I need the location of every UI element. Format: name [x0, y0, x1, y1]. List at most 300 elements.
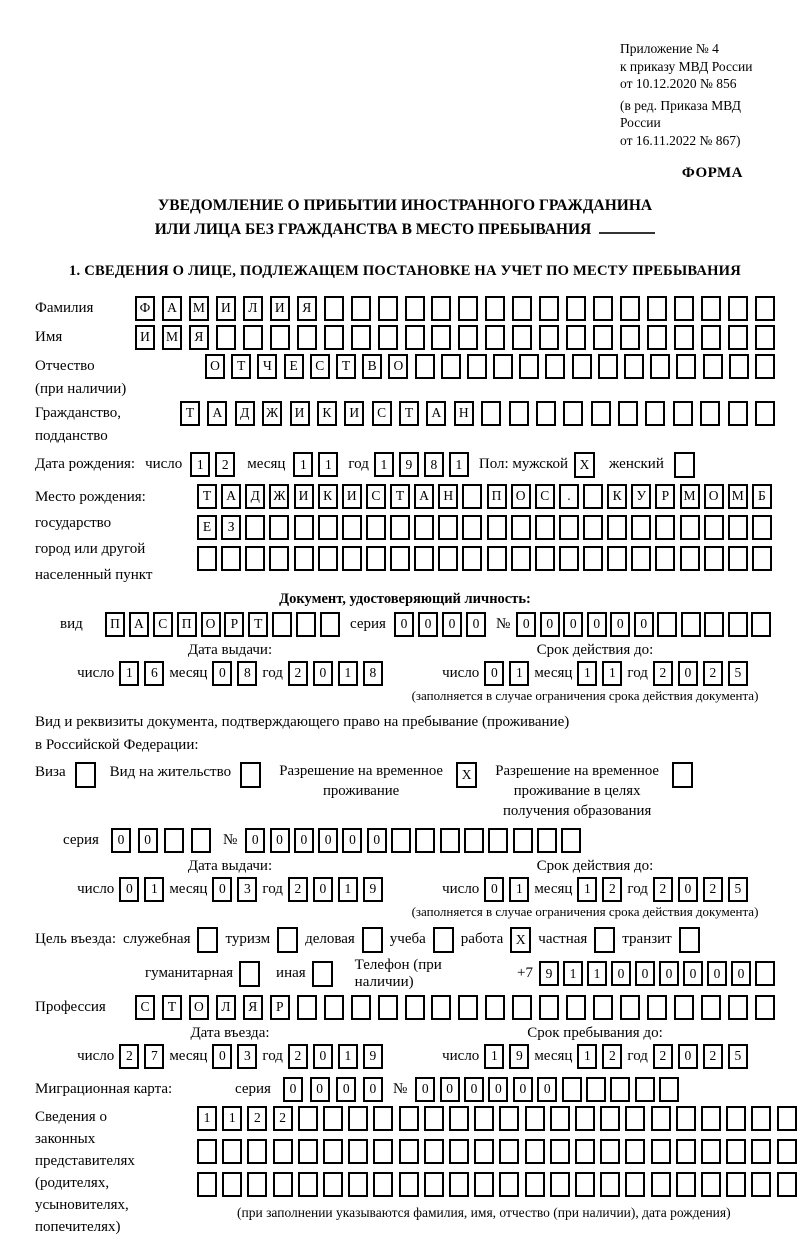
- form-cell[interactable]: 1: [338, 1044, 358, 1069]
- form-cell[interactable]: С: [153, 612, 173, 637]
- form-cell[interactable]: [647, 995, 667, 1020]
- birthplace-row3-cells[interactable]: [197, 546, 772, 571]
- issue-month-cells[interactable]: [212, 661, 257, 686]
- form-cell[interactable]: Р: [224, 612, 244, 637]
- purpose-humanitarian-checkbox[interactable]: [239, 961, 260, 987]
- form-cell[interactable]: [751, 1139, 771, 1164]
- form-cell[interactable]: X: [574, 452, 595, 478]
- form-cell[interactable]: А: [426, 401, 446, 426]
- form-cell[interactable]: К: [607, 484, 627, 509]
- form-cell[interactable]: А: [129, 612, 149, 637]
- form-cell[interactable]: 8: [237, 661, 257, 686]
- form-cell[interactable]: [513, 828, 533, 853]
- form-cell[interactable]: А: [207, 401, 227, 426]
- form-cell[interactable]: [676, 1139, 696, 1164]
- form-cell[interactable]: 9: [399, 452, 419, 477]
- purpose-business-checkbox[interactable]: [362, 927, 383, 953]
- form-cell[interactable]: [485, 325, 505, 350]
- form-cell[interactable]: 0: [635, 961, 655, 986]
- form-cell[interactable]: 5: [728, 661, 748, 686]
- form-cell[interactable]: [701, 1139, 721, 1164]
- form-cell[interactable]: [701, 995, 721, 1020]
- form-cell[interactable]: 0: [313, 877, 333, 902]
- form-cell[interactable]: [550, 1106, 570, 1131]
- form-cell[interactable]: [373, 1139, 393, 1164]
- form-cell[interactable]: [525, 1106, 545, 1131]
- form-cell[interactable]: 0: [634, 612, 654, 637]
- form-cell[interactable]: [545, 354, 565, 379]
- form-cell[interactable]: [655, 515, 675, 540]
- form-cell[interactable]: X: [510, 927, 531, 953]
- form-cell[interactable]: 0: [313, 661, 333, 686]
- res-expiry-day-cells[interactable]: [484, 877, 529, 902]
- form-cell[interactable]: С: [535, 484, 555, 509]
- stay-day-cells[interactable]: [484, 1044, 529, 1069]
- form-cell[interactable]: [433, 927, 454, 953]
- form-cell[interactable]: [700, 401, 720, 426]
- form-cell[interactable]: [593, 325, 613, 350]
- form-cell[interactable]: 0: [466, 612, 486, 637]
- form-cell[interactable]: Ж: [262, 401, 282, 426]
- form-cell[interactable]: [366, 515, 386, 540]
- form-cell[interactable]: [751, 1172, 771, 1197]
- form-cell[interactable]: [324, 325, 344, 350]
- form-cell[interactable]: Е: [284, 354, 304, 379]
- form-cell[interactable]: [701, 325, 721, 350]
- form-cell[interactable]: [726, 1106, 746, 1131]
- form-cell[interactable]: П: [177, 612, 197, 637]
- form-cell[interactable]: 0: [294, 828, 314, 853]
- form-cell[interactable]: [390, 515, 410, 540]
- form-cell[interactable]: Р: [270, 995, 290, 1020]
- form-cell[interactable]: Т: [248, 612, 268, 637]
- form-cell[interactable]: 1: [197, 1106, 217, 1131]
- surname-cells[interactable]: [135, 296, 775, 321]
- form-cell[interactable]: 0: [394, 612, 414, 637]
- legal-reps-row3-cells[interactable]: [197, 1172, 797, 1197]
- form-cell[interactable]: [449, 1172, 469, 1197]
- form-cell[interactable]: [537, 828, 557, 853]
- stay-month-cells[interactable]: [577, 1044, 622, 1069]
- form-cell[interactable]: 6: [144, 661, 164, 686]
- form-cell[interactable]: [424, 1106, 444, 1131]
- form-cell[interactable]: [449, 1106, 469, 1131]
- form-cell[interactable]: [674, 995, 694, 1020]
- form-cell[interactable]: [625, 1172, 645, 1197]
- form-cell[interactable]: Н: [438, 484, 458, 509]
- form-cell[interactable]: 3: [237, 1044, 257, 1069]
- form-cell[interactable]: [593, 296, 613, 321]
- form-cell[interactable]: [245, 546, 265, 571]
- form-cell[interactable]: [405, 995, 425, 1020]
- form-cell[interactable]: [431, 995, 451, 1020]
- form-cell[interactable]: 0: [678, 661, 698, 686]
- form-cell[interactable]: [239, 961, 260, 987]
- form-cell[interactable]: 5: [728, 877, 748, 902]
- form-cell[interactable]: [572, 354, 592, 379]
- form-cell[interactable]: [674, 452, 695, 478]
- form-cell[interactable]: [318, 546, 338, 571]
- form-cell[interactable]: [620, 325, 640, 350]
- form-cell[interactable]: [600, 1139, 620, 1164]
- form-cell[interactable]: П: [487, 484, 507, 509]
- form-cell[interactable]: [348, 1106, 368, 1131]
- form-cell[interactable]: [511, 546, 531, 571]
- res-expiry-month-cells[interactable]: [577, 877, 622, 902]
- form-cell[interactable]: 9: [363, 1044, 383, 1069]
- form-cell[interactable]: 0: [488, 1077, 508, 1102]
- form-cell[interactable]: [777, 1106, 797, 1131]
- form-cell[interactable]: 1: [587, 961, 607, 986]
- stay-year-cells[interactable]: [653, 1044, 748, 1069]
- form-cell[interactable]: Е: [197, 515, 217, 540]
- form-cell[interactable]: И: [216, 296, 236, 321]
- form-cell[interactable]: Ж: [269, 484, 289, 509]
- form-cell[interactable]: [728, 515, 748, 540]
- form-cell[interactable]: 0: [270, 828, 290, 853]
- form-cell[interactable]: С: [310, 354, 330, 379]
- form-cell[interactable]: О: [511, 484, 531, 509]
- form-cell[interactable]: С: [135, 995, 155, 1020]
- form-cell[interactable]: [342, 515, 362, 540]
- form-cell[interactable]: [704, 612, 724, 637]
- issue-day-cells[interactable]: [119, 661, 164, 686]
- form-cell[interactable]: 8: [424, 452, 444, 477]
- form-cell[interactable]: [441, 354, 461, 379]
- form-cell[interactable]: [342, 546, 362, 571]
- form-cell[interactable]: [458, 325, 478, 350]
- form-cell[interactable]: 1: [338, 661, 358, 686]
- firstname-cells[interactable]: [135, 325, 775, 350]
- form-cell[interactable]: [323, 1139, 343, 1164]
- form-cell[interactable]: [270, 325, 290, 350]
- form-cell[interactable]: [362, 927, 383, 953]
- form-cell[interactable]: 0: [707, 961, 727, 986]
- res-expiry-year-cells[interactable]: [653, 877, 748, 902]
- form-cell[interactable]: [197, 1139, 217, 1164]
- migration-number-cells[interactable]: [415, 1077, 679, 1102]
- form-cell[interactable]: [651, 1139, 671, 1164]
- form-cell[interactable]: [583, 515, 603, 540]
- form-cell[interactable]: О: [201, 612, 221, 637]
- form-cell[interactable]: [324, 296, 344, 321]
- form-cell[interactable]: [373, 1172, 393, 1197]
- form-cell[interactable]: [297, 995, 317, 1020]
- form-cell[interactable]: О: [189, 995, 209, 1020]
- form-cell[interactable]: В: [362, 354, 382, 379]
- identity-kind-cells[interactable]: [105, 612, 340, 637]
- form-cell[interactable]: 0: [610, 612, 630, 637]
- form-cell[interactable]: 2: [288, 877, 308, 902]
- form-cell[interactable]: 0: [245, 828, 265, 853]
- form-cell[interactable]: [539, 296, 559, 321]
- form-cell[interactable]: [348, 1172, 368, 1197]
- form-cell[interactable]: [701, 1106, 721, 1131]
- form-cell[interactable]: [390, 546, 410, 571]
- form-cell[interactable]: 0: [111, 828, 131, 853]
- form-cell[interactable]: Т: [336, 354, 356, 379]
- form-cell[interactable]: [651, 1106, 671, 1131]
- form-cell[interactable]: [726, 1139, 746, 1164]
- form-cell[interactable]: 0: [318, 828, 338, 853]
- form-cell[interactable]: [197, 1172, 217, 1197]
- form-cell[interactable]: 1: [509, 877, 529, 902]
- form-cell[interactable]: [499, 1139, 519, 1164]
- form-cell[interactable]: Т: [180, 401, 200, 426]
- form-cell[interactable]: 1: [509, 661, 529, 686]
- form-cell[interactable]: [647, 296, 667, 321]
- form-cell[interactable]: [297, 325, 317, 350]
- form-cell[interactable]: [674, 325, 694, 350]
- form-cell[interactable]: [240, 762, 261, 788]
- form-cell[interactable]: [348, 1139, 368, 1164]
- form-cell[interactable]: С: [366, 484, 386, 509]
- form-cell[interactable]: [752, 515, 772, 540]
- form-cell[interactable]: 1: [577, 877, 597, 902]
- form-cell[interactable]: К: [317, 401, 337, 426]
- form-cell[interactable]: [197, 927, 218, 953]
- purpose-official-checkbox[interactable]: [197, 927, 218, 953]
- residence-permit-checkbox[interactable]: [240, 762, 261, 788]
- form-cell[interactable]: 0: [540, 612, 560, 637]
- form-cell[interactable]: [650, 354, 670, 379]
- form-cell[interactable]: [610, 1077, 630, 1102]
- form-cell[interactable]: [728, 401, 748, 426]
- form-cell[interactable]: [563, 401, 583, 426]
- form-cell[interactable]: 1: [484, 1044, 504, 1069]
- form-cell[interactable]: 0: [731, 961, 751, 986]
- form-cell[interactable]: [525, 1172, 545, 1197]
- entry-month-cells[interactable]: [212, 1044, 257, 1069]
- form-cell[interactable]: [424, 1139, 444, 1164]
- form-cell[interactable]: 0: [212, 1044, 232, 1069]
- form-cell[interactable]: [269, 546, 289, 571]
- form-cell[interactable]: 2: [602, 1044, 622, 1069]
- form-cell[interactable]: 0: [659, 961, 679, 986]
- form-cell[interactable]: [728, 325, 748, 350]
- form-cell[interactable]: [519, 354, 539, 379]
- form-cell[interactable]: [424, 1172, 444, 1197]
- form-cell[interactable]: [645, 401, 665, 426]
- form-cell[interactable]: [464, 828, 484, 853]
- form-cell[interactable]: 9: [363, 877, 383, 902]
- form-cell[interactable]: [550, 1172, 570, 1197]
- form-cell[interactable]: [600, 1172, 620, 1197]
- form-cell[interactable]: [729, 354, 749, 379]
- form-cell[interactable]: [474, 1139, 494, 1164]
- form-cell[interactable]: [676, 1172, 696, 1197]
- form-cell[interactable]: [676, 1106, 696, 1131]
- form-cell[interactable]: [728, 296, 748, 321]
- form-cell[interactable]: [272, 612, 292, 637]
- form-cell[interactable]: [318, 515, 338, 540]
- form-cell[interactable]: Я: [243, 995, 263, 1020]
- form-cell[interactable]: [562, 1077, 582, 1102]
- form-cell[interactable]: [728, 612, 748, 637]
- form-cell[interactable]: [449, 1139, 469, 1164]
- form-cell[interactable]: [351, 995, 371, 1020]
- form-cell[interactable]: [703, 354, 723, 379]
- form-cell[interactable]: Т: [231, 354, 251, 379]
- form-cell[interactable]: [414, 546, 434, 571]
- form-cell[interactable]: [525, 1139, 545, 1164]
- form-cell[interactable]: 0: [367, 828, 387, 853]
- form-cell[interactable]: Т: [399, 401, 419, 426]
- form-cell[interactable]: [481, 401, 501, 426]
- form-cell[interactable]: [414, 515, 434, 540]
- form-cell[interactable]: [575, 1106, 595, 1131]
- form-cell[interactable]: [431, 296, 451, 321]
- form-cell[interactable]: [728, 995, 748, 1020]
- form-cell[interactable]: [298, 1172, 318, 1197]
- form-cell[interactable]: [438, 515, 458, 540]
- form-cell[interactable]: [647, 325, 667, 350]
- form-cell[interactable]: [485, 296, 505, 321]
- entry-day-cells[interactable]: [119, 1044, 164, 1069]
- form-cell[interactable]: [591, 401, 611, 426]
- form-cell[interactable]: 2: [273, 1106, 293, 1131]
- form-cell[interactable]: [631, 515, 651, 540]
- form-cell[interactable]: И: [135, 325, 155, 350]
- form-cell[interactable]: 1: [190, 452, 210, 477]
- form-cell[interactable]: [655, 546, 675, 571]
- form-cell[interactable]: 7: [144, 1044, 164, 1069]
- form-cell[interactable]: 0: [484, 661, 504, 686]
- form-cell[interactable]: [378, 296, 398, 321]
- form-cell[interactable]: Я: [189, 325, 209, 350]
- form-cell[interactable]: [324, 995, 344, 1020]
- form-cell[interactable]: С: [372, 401, 392, 426]
- form-cell[interactable]: [298, 1139, 318, 1164]
- form-cell[interactable]: [751, 612, 771, 637]
- form-cell[interactable]: [462, 484, 482, 509]
- form-cell[interactable]: [512, 995, 532, 1020]
- form-cell[interactable]: [294, 515, 314, 540]
- form-cell[interactable]: [485, 995, 505, 1020]
- form-cell[interactable]: 0: [678, 877, 698, 902]
- birth-year-cells[interactable]: [374, 452, 469, 477]
- temp-residence-checkbox[interactable]: [456, 762, 477, 788]
- form-cell[interactable]: [467, 354, 487, 379]
- form-cell[interactable]: [458, 296, 478, 321]
- res-issue-year-cells[interactable]: [288, 877, 383, 902]
- form-cell[interactable]: Ч: [257, 354, 277, 379]
- form-cell[interactable]: [679, 927, 700, 953]
- form-cell[interactable]: [676, 354, 696, 379]
- form-cell[interactable]: [535, 515, 555, 540]
- form-cell[interactable]: 2: [653, 661, 673, 686]
- form-cell[interactable]: 0: [683, 961, 703, 986]
- identity-series-cells[interactable]: [394, 612, 486, 637]
- form-cell[interactable]: [704, 546, 724, 571]
- form-cell[interactable]: 0: [484, 877, 504, 902]
- form-cell[interactable]: 1: [338, 877, 358, 902]
- form-cell[interactable]: [559, 515, 579, 540]
- form-cell[interactable]: 0: [516, 612, 536, 637]
- birthplace-row2-cells[interactable]: [197, 515, 772, 540]
- form-cell[interactable]: [575, 1172, 595, 1197]
- form-cell[interactable]: 2: [215, 452, 235, 477]
- form-cell[interactable]: [566, 325, 586, 350]
- form-cell[interactable]: [674, 296, 694, 321]
- form-cell[interactable]: [607, 546, 627, 571]
- form-cell[interactable]: [625, 1106, 645, 1131]
- form-cell[interactable]: 0: [310, 1077, 330, 1102]
- migration-series-cells[interactable]: [283, 1077, 383, 1102]
- form-cell[interactable]: Т: [197, 484, 217, 509]
- form-cell[interactable]: [296, 612, 316, 637]
- form-cell[interactable]: [399, 1106, 419, 1131]
- form-cell[interactable]: 1: [602, 661, 622, 686]
- form-cell[interactable]: [701, 1172, 721, 1197]
- purpose-work-checkbox[interactable]: [510, 927, 531, 953]
- form-cell[interactable]: О: [704, 484, 724, 509]
- form-cell[interactable]: 2: [602, 877, 622, 902]
- form-cell[interactable]: [399, 1139, 419, 1164]
- form-cell[interactable]: 0: [563, 612, 583, 637]
- form-cell[interactable]: [561, 828, 581, 853]
- form-cell[interactable]: [399, 1172, 419, 1197]
- form-cell[interactable]: [755, 401, 775, 426]
- form-cell[interactable]: [701, 296, 721, 321]
- form-cell[interactable]: [593, 995, 613, 1020]
- form-cell[interactable]: [752, 546, 772, 571]
- form-cell[interactable]: [755, 961, 775, 986]
- form-cell[interactable]: [438, 546, 458, 571]
- form-cell[interactable]: Т: [390, 484, 410, 509]
- form-cell[interactable]: 0: [119, 877, 139, 902]
- form-cell[interactable]: 1: [318, 452, 338, 477]
- form-cell[interactable]: [222, 1172, 242, 1197]
- sex-female-checkbox[interactable]: [674, 452, 695, 478]
- form-cell[interactable]: [298, 1106, 318, 1131]
- form-cell[interactable]: [247, 1139, 267, 1164]
- visa-checkbox[interactable]: [75, 762, 96, 788]
- form-cell[interactable]: [269, 515, 289, 540]
- form-cell[interactable]: [216, 325, 236, 350]
- expiry-day-cells[interactable]: [484, 661, 529, 686]
- form-cell[interactable]: 9: [509, 1044, 529, 1069]
- form-cell[interactable]: 2: [653, 877, 673, 902]
- form-cell[interactable]: Т: [162, 995, 182, 1020]
- form-cell[interactable]: [631, 546, 651, 571]
- form-cell[interactable]: 0: [611, 961, 631, 986]
- form-cell[interactable]: [539, 995, 559, 1020]
- form-cell[interactable]: [512, 325, 532, 350]
- form-cell[interactable]: [620, 296, 640, 321]
- form-cell[interactable]: [755, 354, 775, 379]
- form-cell[interactable]: О: [388, 354, 408, 379]
- form-cell[interactable]: 0: [440, 1077, 460, 1102]
- form-cell[interactable]: 0: [212, 661, 232, 686]
- form-cell[interactable]: Я: [297, 296, 317, 321]
- form-cell[interactable]: [245, 515, 265, 540]
- res-issue-day-cells[interactable]: [119, 877, 164, 902]
- form-cell[interactable]: [583, 546, 603, 571]
- form-cell[interactable]: 1: [222, 1106, 242, 1131]
- form-cell[interactable]: 2: [288, 1044, 308, 1069]
- form-cell[interactable]: [440, 828, 460, 853]
- purpose-private-checkbox[interactable]: [594, 927, 615, 953]
- form-cell[interactable]: 3: [237, 877, 257, 902]
- form-cell[interactable]: [755, 325, 775, 350]
- form-cell[interactable]: [405, 325, 425, 350]
- form-cell[interactable]: [351, 296, 371, 321]
- form-cell[interactable]: 1: [577, 1044, 597, 1069]
- birth-month-cells[interactable]: [293, 452, 338, 477]
- form-cell[interactable]: [726, 1172, 746, 1197]
- form-cell[interactable]: [487, 546, 507, 571]
